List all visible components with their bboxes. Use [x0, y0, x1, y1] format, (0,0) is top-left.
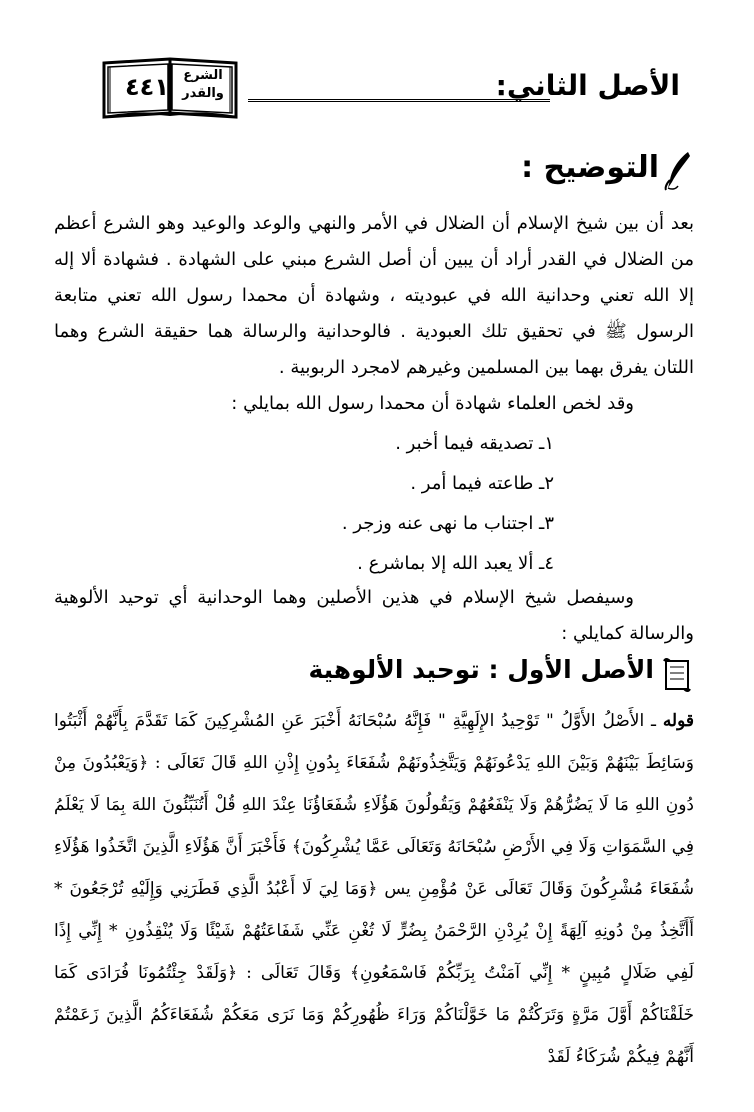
lead-word: قوله: [662, 711, 695, 731]
page-number: ٤٤١: [125, 73, 169, 101]
quill-pen-icon: [662, 150, 694, 192]
running-title: الأصل الثاني:: [495, 69, 680, 102]
book-label-line2: والقدر: [182, 86, 224, 101]
running-header: [100, 55, 680, 125]
quoted-text: [54, 700, 694, 1078]
closing-paragraph: وسيفصل شيخ الإسلام في هذين الأصلين وهما الوحدانية أي توحيد الألوهية والرسالة كمايلي :: [54, 587, 694, 644]
list-item: ٤ـ ألا يعبد الله إلا بماشرع .: [357, 553, 554, 574]
header-rule: [248, 99, 550, 104]
section-heading-asl: الأصل الأول : توحيد الألوهية: [308, 655, 654, 684]
intro-line: وقد لخص العلماء شهادة أن محمدا رسول الله بمايلي :: [231, 393, 634, 414]
book-label: [178, 67, 228, 103]
list-item: ٣ـ اجتناب ما نهى عنه وزجر .: [341, 513, 554, 534]
scroll-icon: [660, 657, 694, 693]
book-label-line1: الشرع: [183, 68, 223, 83]
section-heading-tawdih: التوضيح :: [521, 150, 659, 185]
list-item: ١ـ تصديقه فيما أخبر .: [395, 433, 554, 454]
paragraph-explanation: بعد أن بين شيخ الإسلام أن الضلال في الأمر والنهي والوعد والوعيد وهو الشرع أعظم من الضلال في القدر أراد أن يبين أن أصل الشرع مبني على الشهادة . فشهادة ألا إله إلا الله تعني وحدانية الله في عبوديته ، وشهادة أن محمدا رسول الله تعني متابعة الرسول ﷺ في تحقيق تلك العبودية . فالوحدانية والرسالة هما حقيقة الشرع وهما اللتان يفرق بهما بين المسلمين وغيرهم لامجرد الربوبية .: [54, 213, 694, 378]
quote-body: ـ الأَصْلُ الأَوَّلُ " تَوْحِيدُ الإِلَهِيَّةِ " فَإِنَّهُ سُبْحَانَهُ أَخْبَرَ عَنِ المُشْرِكِينَ كَمَا تَقَدَّمَ بِأَنَّهُمْ أَثْبَتُوا وَسَائِطَ بَيْنَهُمْ وَبَيْنَ اللهِ يَدْعُونَهُمْ وَيَتَّخِذُونَهُمْ شُفَعَاءَ بِدُونِ إِذْنِ اللهِ قَالَ تَعَالَى : ﴿وَيَعْبُدُونَ مِنْ دُونِ اللهِ مَا لَا يَضُرُّهُمْ وَلَا يَنْفَعُهُمْ وَيَقُولُونَ هَؤُلَاءِ شُفَعَاؤُنَا عِنْدَ اللهِ قُلْ أَتُنَبِّئُونَ اللهَ بِمَا لَا يَعْلَمُ فِي السَّمَوَاتِ وَلَا فِي الأَرْضِ سُبْحَانَهُ وَتَعَالَى عَمَّا يُشْرِكُونَ﴾ فَأَخْبَرَ أَنَّ هَؤُلَاءِ الَّذِينَ اتَّخَذُوا هَؤُلَاءِ شُفَعَاءَ مُشْرِكُونَ وَقَالَ تَعَالَى عَنْ مُؤْمِنِ يس ﴿وَمَا لِيَ لَا أَعْبُدُ الَّذِي فَطَرَنِي وَإِلَيْهِ تُرْجَعُونَ * أَأَتَّخِذُ مِنْ دُونِهِ آلِهَةً إِنْ يُرِدْنِ الرَّحْمَنُ بِضُرٍّ لَا تُغْنِ عَنِّي شَفَاعَتُهُمْ شَيْئًا وَلَا يُنْقِذُونِ * إِنِّي إِذًا لَفِي ضَلَالٍ مُبِينٍ * إِنِّي آمَنْتُ بِرَبِّكُمْ فَاسْمَعُونِ﴾ وَقَالَ تَعَالَى : ﴿وَلَقَدْ جِئْتُمُونَا فُرَادَى كَمَا خَلَقْنَاكُمْ أَوَّلَ مَرَّةٍ وَتَرَكْتُمْ مَا خَوَّلْنَاكُمْ وَرَاءَ ظُهُورِكُمْ وَمَا نَرَى مَعَكُمْ شُفَعَاءَكُمُ الَّذِينَ زَعَمْتُمْ أَنَّهُمْ فِيكُمْ شُرَكَاءُ لَقَدْ: [54, 711, 694, 1067]
list-item: ٢ـ طاعته فيما أمر .: [410, 473, 554, 494]
open-book-icon: [100, 55, 240, 121]
